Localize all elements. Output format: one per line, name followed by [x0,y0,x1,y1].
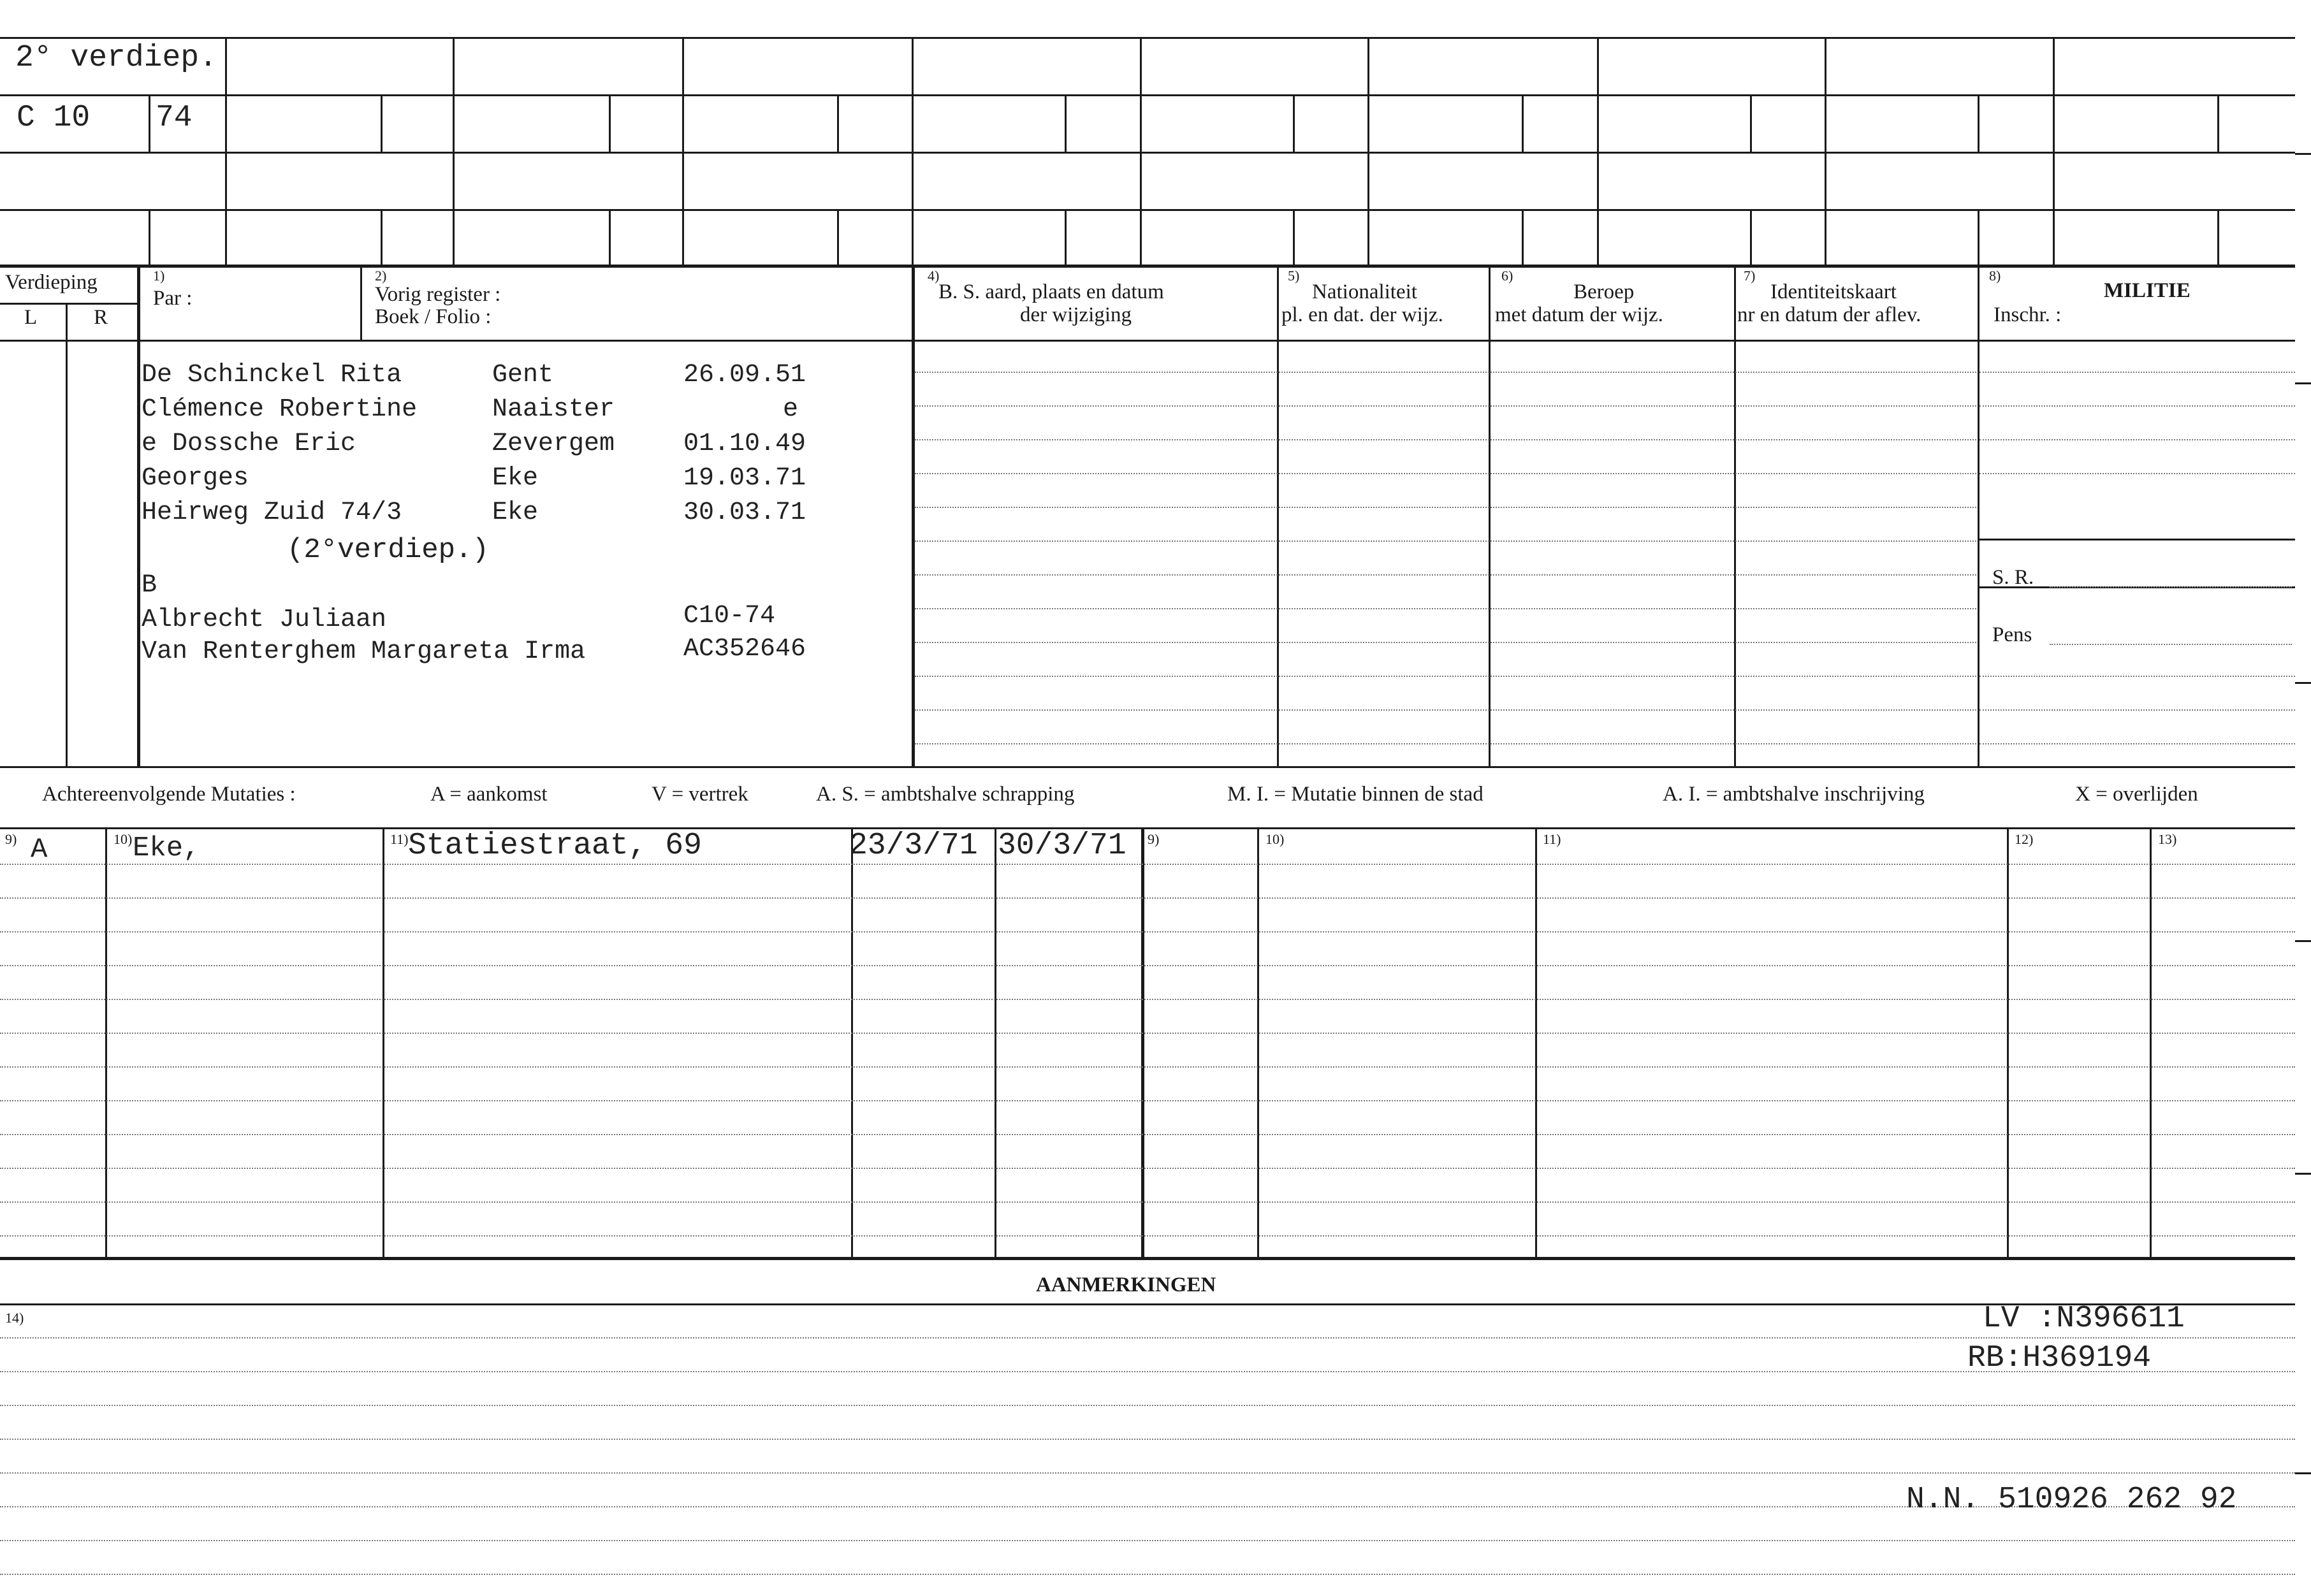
mut-col10b-number: 10) [1265,831,1285,847]
col2-line1: Vorig register : [375,283,501,306]
national-number: N.N. 510926 262 92 [1906,1483,2237,1517]
person-place: Gent [492,361,554,389]
address-note: (2°verdiep.) [287,534,489,566]
mut-col11b-number: 11) [1543,831,1561,847]
code-label: C 10 [17,101,91,135]
mut-col13-number: 13) [2158,831,2177,847]
person-place: Eke [492,498,539,527]
col4-number: 4) [928,268,940,284]
rb-number: RB:H369194 [1967,1341,2152,1375]
col1-number: 1) [153,268,165,284]
col4-line1: B. S. aard, plaats en datum [938,280,1164,303]
mutation-date-1: 23/3/71 [849,829,978,863]
person-name: Georges [142,464,249,493]
legend-title: Achtereenvolgende Mutaties : [42,783,296,806]
person-name: Heirweg Zuid 74/3 [142,498,402,527]
owner-ref-1: C10-74 [683,602,776,630]
person-date: 30.03.71 [683,498,806,527]
sr-label: S. R. [1992,566,2034,589]
remarks-title: AANMERKINGEN [1036,1273,1216,1296]
col2-number: 2) [375,268,387,284]
mut-col12-number: 12) [2015,831,2034,847]
col6-line1: Beroep [1573,280,1635,303]
col6-number: 6) [1501,268,1513,284]
person-date: 01.10.49 [683,430,806,458]
militie-inschr: Inschr. : [1994,303,2062,326]
person-place: Naaister [492,395,615,424]
verdieping-header: Verdieping [5,271,98,294]
owner-name-2: Van Renterghem Margareta Irma [142,637,586,666]
legend-mi: M. I. = Mutatie binnen de stad [1227,783,1484,806]
left-header: L [24,306,38,329]
legend-ai: A. I. = ambtshalve inschrijving [1663,783,1925,806]
mutation-place: Eke, [133,832,200,864]
person-name: De Schinckel Rita [142,361,402,389]
col7-line2: nr en datum der aflev. [1737,303,1921,326]
col5-line1: Nationaliteit [1312,280,1417,303]
mut-col9b-number: 9) [1148,831,1160,847]
mut-col11-number: 11) [390,831,409,847]
legend-v: V = vertrek [652,783,748,806]
lv-number: LV :N396611 [1983,1302,2185,1336]
letter-b: B [142,571,157,600]
remarks-number: 14) [5,1310,24,1326]
mut-col10-number: 10) [113,831,133,847]
person-date: e [783,395,799,424]
person-date: 26.09.51 [683,361,806,389]
person-name: Clémence Robertine [142,395,418,424]
militie-title: MILITIE [2104,279,2191,302]
legend-as: A. S. = ambtshalve schrapping [816,783,1075,806]
owner-name-1: Albrecht Juliaan [142,606,387,634]
pens-label: Pens [1992,623,2032,646]
col6-line2: met datum der wijz. [1495,303,1663,326]
legend-a: A = aankomst [430,783,548,806]
col5-number: 5) [1288,268,1300,284]
floor-label: 2° verdiep. [15,41,217,75]
person-date: 19.03.71 [683,464,806,493]
col5-line2: pl. en dat. der wijz. [1281,303,1443,326]
person-name: e Dossche Eric [142,430,356,458]
owner-ref-2: AC352646 [683,635,806,664]
mutation-type: A [31,834,48,866]
mutation-street: Statiestraat, 69 [408,829,702,863]
mut-col9-number: 9) [5,831,17,847]
col1-label: Par : [153,287,193,310]
right-header: R [94,306,108,329]
person-place: Eke [492,464,539,493]
legend-x: X = overlijden [2075,783,2198,806]
col4-line2: der wijziging [1020,303,1132,326]
col7-line1: Identiteitskaart [1770,280,1897,303]
person-place: Zevergem [492,430,615,458]
col8-number: 8) [1989,268,2001,284]
col2-line2: Boek / Folio : [375,305,492,328]
col7-number: 7) [1744,268,1756,284]
house-number: 74 [156,101,193,135]
mutation-date-2: 30/3/71 [998,829,1126,863]
